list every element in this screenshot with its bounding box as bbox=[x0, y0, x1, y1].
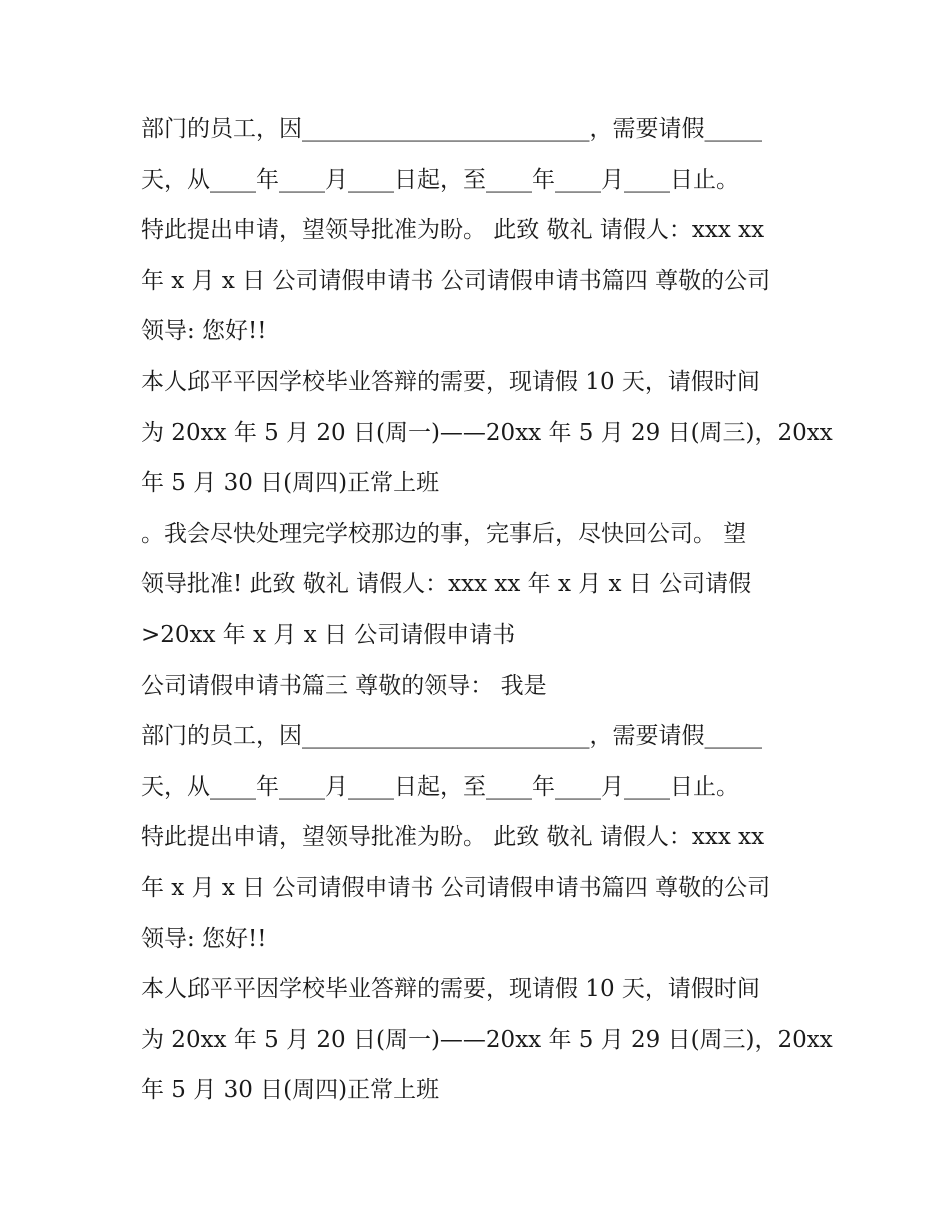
text-line: 领导: 您好!! bbox=[141, 318, 267, 345]
text-line: 特此提出申请，望领导批准为盼。 此致 敬礼 请假人：xxx xx bbox=[141, 217, 765, 244]
text-line: 公司请假申请书篇三 尊敬的领导： 我是 bbox=[141, 672, 547, 699]
text-line: 天，从____年____月____日起，至____年____月____日止。 bbox=[141, 773, 739, 800]
text-line: 为 20xx 年 5 月 20 日(周一)——20xx 年 5 月 29 日(周三)，20xx bbox=[141, 1026, 833, 1053]
text-line: 年 x 月 x 日 公司请假申请书 公司请假申请书篇四 尊敬的公司 bbox=[141, 267, 771, 294]
text-line: 领导批准! 此致 敬礼 请假人：xxx xx 年 x 月 x 日 公司请假 bbox=[141, 571, 752, 598]
text-line: >20xx 年 x 月 x 日 公司请假申请书 bbox=[141, 621, 516, 648]
text-line: 部门的员工，因_________________________，需要请假_____ bbox=[141, 723, 762, 750]
text-line: 年 5 月 30 日(周四)正常上班 bbox=[141, 1077, 440, 1104]
text-line: 为 20xx 年 5 月 20 日(周一)——20xx 年 5 月 29 日(周三)，20xx bbox=[141, 419, 833, 446]
text-line: 领导: 您好!! bbox=[141, 925, 267, 952]
text-line: 本人邱平平因学校毕业答辩的需要，现请假 10 天，请假时间 bbox=[141, 976, 760, 1003]
text-line: 特此提出申请，望领导批准为盼。 此致 敬礼 请假人：xxx xx bbox=[141, 824, 765, 851]
text-line: 本人邱平平因学校毕业答辩的需要，现请假 10 天，请假时间 bbox=[141, 368, 760, 395]
text-line: 天，从____年____月____日起，至____年____月____日止。 bbox=[141, 166, 739, 193]
text-line: 年 x 月 x 日 公司请假申请书 公司请假申请书篇四 尊敬的公司 bbox=[141, 874, 771, 901]
text-line: 部门的员工，因_________________________，需要请假_____ bbox=[141, 116, 762, 142]
document-body bbox=[141, 104, 833, 1116]
text-line: 。我会尽快处理完学校那边的事，完事后，尽快回公司。 望 bbox=[141, 520, 747, 547]
text-line: 年 5 月 30 日(周四)正常上班 bbox=[141, 470, 440, 497]
